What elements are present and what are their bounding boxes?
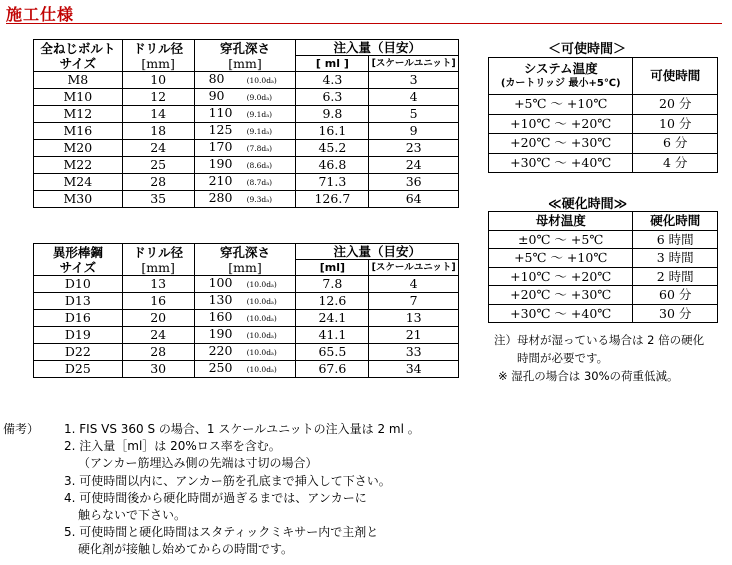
depth-value: 130 bbox=[208, 292, 233, 307]
remark-2-sub: （アンカー筋埋込み側の先端は寸切の場合） bbox=[78, 456, 318, 471]
table-row bbox=[34, 106, 459, 123]
table-row bbox=[34, 276, 459, 293]
bolt-size-header-line2: サイズ bbox=[59, 55, 97, 71]
unit-cell: 36 bbox=[369, 174, 459, 191]
size-cell: M10 bbox=[34, 89, 123, 106]
unit-cell: 33 bbox=[369, 344, 459, 361]
depth-ratio: (9.3dₐ) bbox=[246, 195, 273, 204]
temperature-cell: +10℃ ～ +20℃ bbox=[489, 114, 633, 134]
depth-value: 160 bbox=[208, 309, 233, 324]
depth-ratio: (10.0dₐ) bbox=[246, 297, 277, 306]
pot-life-temp-header bbox=[489, 58, 633, 95]
pot-life-temp-header-line1: システム温度 bbox=[523, 61, 598, 76]
depth-value: 80 bbox=[208, 71, 225, 86]
depth-ratio: (10.0dₐ) bbox=[246, 331, 277, 340]
table-row bbox=[34, 293, 459, 310]
ml-cell: 9.8 bbox=[296, 106, 369, 123]
unit-cell: 34 bbox=[369, 361, 459, 378]
drill-cell: 14 bbox=[122, 106, 194, 123]
size-cell: M22 bbox=[34, 157, 123, 174]
bolt-table-body bbox=[34, 72, 459, 208]
bolt-drill-header-line1: ドリル径 bbox=[133, 40, 184, 56]
size-cell: D22 bbox=[34, 344, 123, 361]
drill-cell: 30 bbox=[122, 361, 194, 378]
unit-cell: 3 bbox=[369, 72, 459, 89]
table-row bbox=[489, 286, 718, 305]
depth-cell bbox=[194, 140, 296, 157]
pot-life-temp-header-line2: (カートリッジ 最小+5℃) bbox=[500, 78, 621, 89]
unit-cell: 13 bbox=[369, 310, 459, 327]
depth-value: 190 bbox=[208, 156, 233, 171]
depth-cell bbox=[194, 191, 296, 208]
table-row bbox=[34, 310, 459, 327]
depth-ratio: (10.0dₐ) bbox=[246, 76, 277, 85]
drill-cell: 12 bbox=[122, 89, 194, 106]
size-cell: M8 bbox=[34, 72, 123, 89]
depth-ratio: (10.0dₐ) bbox=[246, 365, 277, 374]
rebar-size-header bbox=[34, 244, 123, 276]
temperature-cell: +5℃ ～ +10℃ bbox=[489, 95, 633, 115]
depth-cell bbox=[194, 157, 296, 174]
side-note-2: ※ 湿孔の場合は 30%の荷重低減。 bbox=[498, 369, 679, 383]
unit-cell: 5 bbox=[369, 106, 459, 123]
bolt-drill-header-unit: [mm] bbox=[141, 55, 175, 71]
temperature-cell: +20℃ ～ +30℃ bbox=[489, 286, 633, 305]
depth-cell bbox=[194, 310, 296, 327]
depth-value: 100 bbox=[208, 275, 233, 290]
temperature-cell: ±0℃ ～ +5℃ bbox=[489, 230, 633, 249]
depth-value: 170 bbox=[208, 139, 233, 154]
depth-value: 210 bbox=[208, 173, 233, 188]
depth-ratio: (10.0dₐ) bbox=[246, 314, 277, 323]
time-cell: 10 分 bbox=[633, 114, 718, 134]
table-row bbox=[34, 72, 459, 89]
table-row bbox=[34, 174, 459, 191]
rebar-inject-header: 注入量（目安） bbox=[296, 244, 459, 260]
size-cell: D16 bbox=[34, 310, 123, 327]
table-row bbox=[34, 344, 459, 361]
depth-cell bbox=[194, 106, 296, 123]
rebar-drill-header-unit: [mm] bbox=[141, 259, 175, 275]
table-row bbox=[489, 153, 718, 173]
table-row bbox=[34, 191, 459, 208]
depth-cell bbox=[194, 361, 296, 378]
time-cell: 2 時間 bbox=[633, 267, 718, 286]
side-note-1-line2: 時間が必要です。 bbox=[517, 351, 609, 365]
depth-ratio: (8.6dₐ) bbox=[246, 161, 273, 170]
temperature-cell: +30℃ ～ +40℃ bbox=[489, 153, 633, 173]
size-cell: D25 bbox=[34, 361, 123, 378]
temperature-cell: +30℃ ～ +40℃ bbox=[489, 304, 633, 323]
ml-cell: 45.2 bbox=[296, 140, 369, 157]
pot-life-caption: ＜可使時間＞ bbox=[548, 42, 627, 57]
unit-cell: 9 bbox=[369, 123, 459, 140]
drill-cell: 18 bbox=[122, 123, 194, 140]
cure-time-body bbox=[489, 230, 718, 323]
bolt-unit-header: [スケールユニット] bbox=[369, 56, 459, 72]
rebar-table-body bbox=[34, 276, 459, 378]
ml-cell: 12.6 bbox=[296, 293, 369, 310]
table-row bbox=[34, 157, 459, 174]
table-row bbox=[489, 230, 718, 249]
depth-value: 125 bbox=[208, 122, 233, 137]
remarks-label: 備考） bbox=[3, 422, 40, 436]
ml-cell: 7.8 bbox=[296, 276, 369, 293]
unit-cell: 21 bbox=[369, 327, 459, 344]
table-row bbox=[489, 114, 718, 134]
rebar-depth-header bbox=[194, 244, 296, 276]
depth-value: 250 bbox=[208, 360, 233, 375]
bolt-depth-header-line1: 穿孔深さ bbox=[220, 40, 271, 56]
cure-temp-header: 母材温度 bbox=[489, 212, 633, 231]
cure-time-header: 硬化時間 bbox=[633, 212, 718, 231]
unit-cell: 23 bbox=[369, 140, 459, 157]
pot-life-table bbox=[488, 57, 718, 173]
remark-4: 4. 可使時間後から硬化時間が過ぎるまでは、アンカーに bbox=[64, 490, 367, 505]
time-cell: 4 分 bbox=[633, 153, 718, 173]
ml-cell: 65.5 bbox=[296, 344, 369, 361]
time-cell: 60 分 bbox=[633, 286, 718, 305]
ml-cell: 71.3 bbox=[296, 174, 369, 191]
time-cell: 6 分 bbox=[633, 134, 718, 154]
size-cell: D10 bbox=[34, 276, 123, 293]
remark-5: 5. 可使時間と硬化時間はスタティックミキサー内で主剤と bbox=[64, 525, 379, 540]
cure-time-caption: ≪硬化時間≫ bbox=[548, 197, 628, 212]
drill-cell: 13 bbox=[122, 276, 194, 293]
depth-cell bbox=[194, 72, 296, 89]
temperature-cell: +20℃ ～ +30℃ bbox=[489, 134, 633, 154]
table-row bbox=[34, 123, 459, 140]
table-row bbox=[489, 249, 718, 268]
drill-cell: 24 bbox=[122, 327, 194, 344]
ml-cell: 16.1 bbox=[296, 123, 369, 140]
drill-cell: 25 bbox=[122, 157, 194, 174]
table-row bbox=[489, 304, 718, 323]
drill-cell: 28 bbox=[122, 344, 194, 361]
table-row bbox=[34, 140, 459, 157]
depth-cell bbox=[194, 293, 296, 310]
remarks bbox=[44, 421, 420, 559]
title-underline bbox=[6, 23, 722, 24]
rebar-depth-header-line1: 穿孔深さ bbox=[220, 244, 271, 260]
depth-ratio: (7.8dₐ) bbox=[246, 144, 273, 153]
depth-ratio: (8.7dₐ) bbox=[246, 178, 273, 187]
depth-ratio: (9.1dₐ) bbox=[246, 127, 273, 136]
bolt-drill-header bbox=[122, 40, 194, 72]
remark-3: 3. 可使時間以内に、アンカー筋を孔底まで挿入して下さい。 bbox=[64, 473, 391, 488]
unit-cell: 7 bbox=[369, 293, 459, 310]
drill-cell: 28 bbox=[122, 174, 194, 191]
side-note-1-line1: 注）母材が湿っている場合は 2 倍の硬化 bbox=[494, 333, 705, 347]
bolt-depth-header bbox=[194, 40, 296, 72]
size-cell: M16 bbox=[34, 123, 123, 140]
rebar-spec-table bbox=[33, 243, 459, 378]
ml-cell: 4.3 bbox=[296, 72, 369, 89]
depth-ratio: (10.0dₐ) bbox=[246, 280, 277, 289]
depth-cell bbox=[194, 174, 296, 191]
size-cell: M12 bbox=[34, 106, 123, 123]
depth-value: 280 bbox=[208, 190, 233, 205]
rebar-unit-header: [スケールユニット] bbox=[369, 260, 459, 276]
remark-5-cont: 硬化剤が接触し始めてからの時間です。 bbox=[78, 542, 294, 557]
table-row bbox=[34, 361, 459, 378]
depth-cell bbox=[194, 89, 296, 106]
temperature-cell: +10℃ ～ +20℃ bbox=[489, 267, 633, 286]
pot-life-body bbox=[489, 95, 718, 173]
remark-1: 1. FIS VS 360 S の場合、1 スケールユニットの注入量は 2 ml 。 bbox=[64, 422, 420, 436]
table-row bbox=[489, 267, 718, 286]
depth-value: 190 bbox=[208, 326, 233, 341]
ml-cell: 24.1 bbox=[296, 310, 369, 327]
table-row bbox=[34, 89, 459, 106]
rebar-size-header-line1: 異形棒鋼 bbox=[52, 244, 103, 260]
depth-value: 90 bbox=[208, 88, 225, 103]
rebar-ml-header: [ml] bbox=[296, 260, 369, 276]
depth-cell bbox=[194, 123, 296, 140]
rebar-drill-header bbox=[122, 244, 194, 276]
rebar-depth-header-unit: [mm] bbox=[228, 259, 262, 275]
bolt-size-header bbox=[34, 40, 123, 72]
depth-cell bbox=[194, 276, 296, 293]
table-row bbox=[34, 327, 459, 344]
depth-value: 220 bbox=[208, 343, 233, 358]
drill-cell: 35 bbox=[122, 191, 194, 208]
unit-cell: 24 bbox=[369, 157, 459, 174]
depth-ratio: (9.0dₐ) bbox=[246, 93, 273, 102]
size-cell: M30 bbox=[34, 191, 123, 208]
temperature-cell: +5℃ ～ +10℃ bbox=[489, 249, 633, 268]
side-notes bbox=[494, 331, 704, 385]
table-row bbox=[489, 134, 718, 154]
size-cell: M20 bbox=[34, 140, 123, 157]
drill-cell: 20 bbox=[122, 310, 194, 327]
drill-cell: 16 bbox=[122, 293, 194, 310]
unit-cell: 4 bbox=[369, 89, 459, 106]
bolt-spec-table bbox=[33, 39, 459, 208]
bolt-size-header-line1: 全ねじボルト bbox=[40, 40, 116, 56]
ml-cell: 6.3 bbox=[296, 89, 369, 106]
time-cell: 3 時間 bbox=[633, 249, 718, 268]
table-row bbox=[489, 95, 718, 115]
bolt-inject-header: 注入量（目安） bbox=[296, 40, 459, 56]
ml-cell: 41.1 bbox=[296, 327, 369, 344]
bolt-ml-header: [ ml ] bbox=[296, 56, 369, 72]
time-cell: 6 時間 bbox=[633, 230, 718, 249]
time-cell: 30 分 bbox=[633, 304, 718, 323]
remark-2: 2. 注入量［ml］は 20%ロス率を含む。 bbox=[64, 439, 281, 454]
depth-value: 110 bbox=[208, 105, 233, 120]
rebar-size-header-line2: サイズ bbox=[59, 259, 97, 275]
pot-life-time-header: 可使時間 bbox=[633, 58, 718, 95]
size-cell: M24 bbox=[34, 174, 123, 191]
drill-cell: 10 bbox=[122, 72, 194, 89]
size-cell: D13 bbox=[34, 293, 123, 310]
unit-cell: 4 bbox=[369, 276, 459, 293]
page-title: 施工仕様 bbox=[6, 5, 75, 24]
depth-ratio: (9.1dₐ) bbox=[246, 110, 273, 119]
bolt-depth-header-unit: [mm] bbox=[228, 55, 262, 71]
time-cell: 20 分 bbox=[633, 95, 718, 115]
ml-cell: 46.8 bbox=[296, 157, 369, 174]
size-cell: D19 bbox=[34, 327, 123, 344]
depth-ratio: (10.0dₐ) bbox=[246, 348, 277, 357]
unit-cell: 64 bbox=[369, 191, 459, 208]
depth-cell bbox=[194, 327, 296, 344]
remark-4-cont: 触らないで下さい。 bbox=[78, 508, 187, 523]
ml-cell: 126.7 bbox=[296, 191, 369, 208]
depth-cell bbox=[194, 344, 296, 361]
rebar-drill-header-line1: ドリル径 bbox=[133, 244, 184, 260]
cure-time-table bbox=[488, 211, 718, 323]
ml-cell: 67.6 bbox=[296, 361, 369, 378]
drill-cell: 24 bbox=[122, 140, 194, 157]
